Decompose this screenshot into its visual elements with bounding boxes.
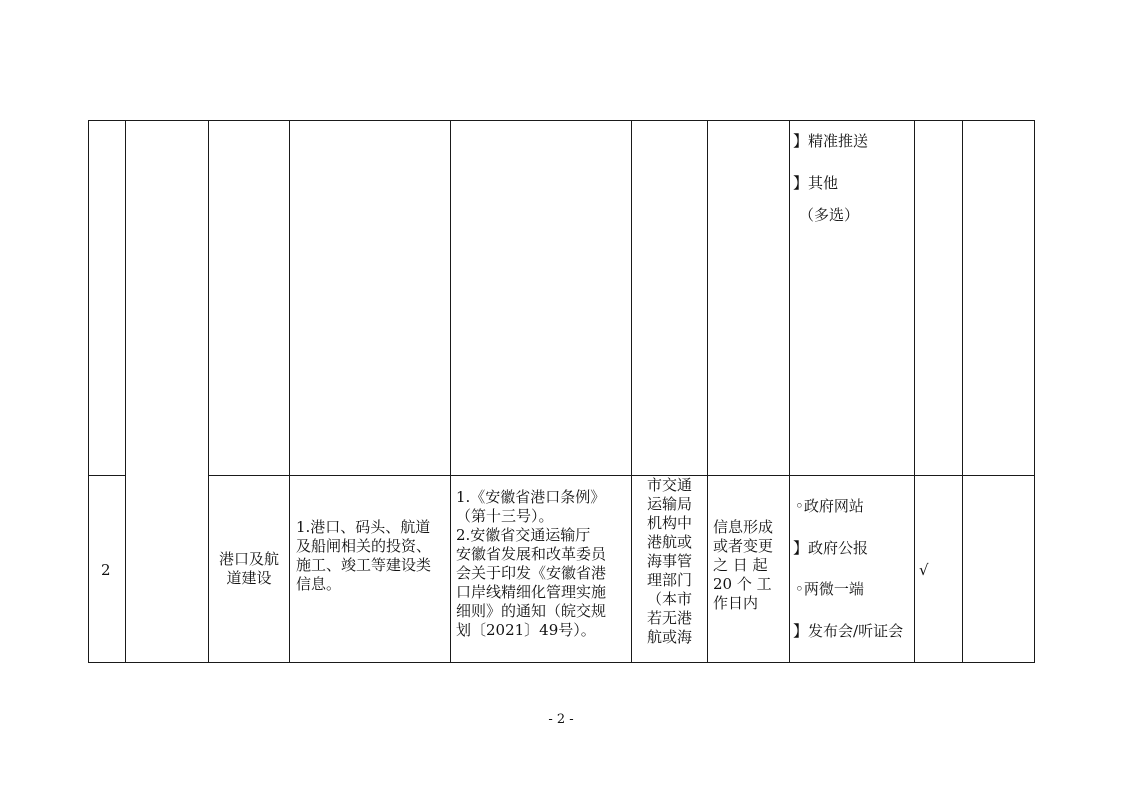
column-border (125, 120, 126, 663)
responsible-subject: 市交通 运输局 机构中 港航或 海事管 理部门 （本市 若无港 航或海 (646, 476, 692, 646)
column-border (450, 120, 451, 663)
row-divider (208, 475, 1035, 476)
row-divider (88, 475, 125, 476)
column-border (1034, 120, 1035, 663)
channel-mark: ◦ (795, 580, 804, 598)
channel-mark: 】 (793, 132, 809, 150)
channel-label: 政府公报 (808, 539, 869, 557)
channel-label: 政府网站 (803, 497, 864, 515)
channel-option (795, 495, 864, 517)
channel-label: 发布会/听证会 (808, 622, 904, 640)
column-border (88, 120, 89, 663)
check-mark: √ (919, 561, 929, 579)
channel-mark: 】 (793, 539, 809, 557)
channel-label: 其他 (808, 174, 839, 192)
item-name: 港口及航 道建设 (218, 550, 279, 587)
table-bottom-border (88, 662, 1035, 663)
disclosure-content: 1.港口、码头、航道 及船闸相关的投资、 施工、竣工等建设类 信息。 (296, 518, 432, 593)
page-number: - 2 - (548, 712, 574, 727)
channel-option (793, 172, 838, 194)
disclosure-basis: 1.《安徽省港口条例》 （第十三号）。 2.安徽省交通运输厅 安徽省发展和改革委员 会关于印发《安徽省港 口岸线精细化管理实施 细则》的通知（皖交规 划〔2021〕49号）。 (456, 488, 607, 639)
channel-option (793, 130, 868, 152)
table-top-border (88, 120, 1035, 121)
channel-mark: ◦ (795, 497, 804, 515)
channel-option (793, 620, 903, 642)
channel-option (793, 537, 868, 559)
multi-select-note: （多选） (799, 206, 860, 224)
column-border (289, 120, 290, 663)
channel-label: 两微一端 (803, 580, 864, 598)
column-border (914, 120, 915, 663)
channel-mark: 】 (793, 174, 809, 192)
channel-label: 精准推送 (808, 132, 869, 150)
row-index: 2 (101, 561, 111, 579)
column-border (707, 120, 708, 663)
channel-option (795, 578, 864, 600)
column-border (962, 120, 963, 663)
column-border (789, 120, 790, 663)
disclosure-time-limit: 信息形成 或者变更 之 日 起 20 个 工 作日内 (713, 518, 774, 612)
channel-mark: 】 (793, 622, 809, 640)
